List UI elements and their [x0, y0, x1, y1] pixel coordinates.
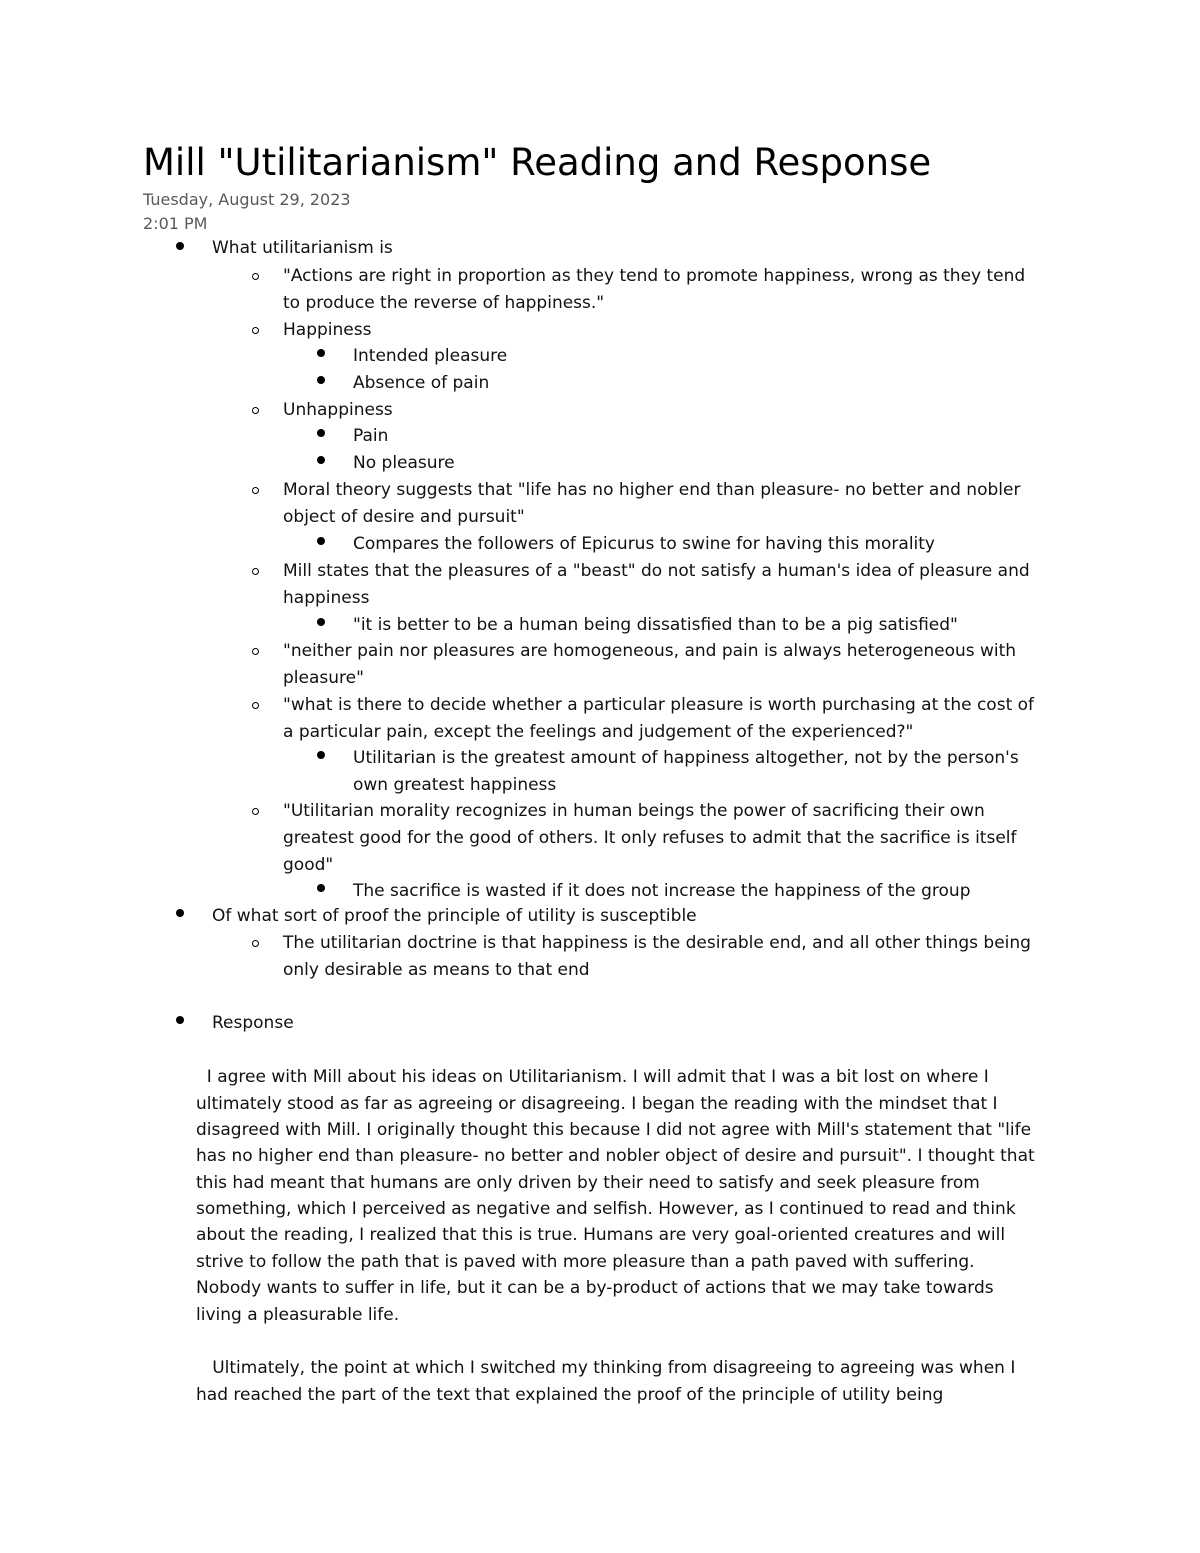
- bullet-dot-icon: [176, 242, 184, 250]
- response-p1-line5: this had meant that humans are only driven by their need to satisfy and seek pleasure from: [196, 1173, 980, 1193]
- bullet-circle-icon: [252, 808, 259, 815]
- outline-item-greatest-amount-line2: own greatest happiness: [353, 775, 557, 795]
- response-p2-line1: Ultimately, the point at which I switched my thinking from disagreeing to agreeing was when I: [196, 1358, 1016, 1378]
- outline-item-intended-pleasure: Intended pleasure: [353, 346, 508, 366]
- outline-item-doctrine-line1: The utilitarian doctrine is that happiness is the desirable end, and all other things being: [283, 933, 1031, 953]
- outline-item-response: Response: [212, 1013, 294, 1033]
- outline-item-quote1-line2: to produce the reverse of happiness.": [283, 293, 605, 313]
- response-p2-line2: had reached the part of the text that explained the proof of the principle of utility being: [196, 1385, 944, 1405]
- response-p1-line6: something, which I perceived as negative and selfish. However, as I continued to read and think: [196, 1199, 1016, 1219]
- response-p1-line4: has no higher end than pleasure- no better and nobler object of desire and pursuit". I thought that: [196, 1146, 1035, 1166]
- response-p1-line10: living a pleasurable life.: [196, 1305, 400, 1325]
- outline-item-proof: Of what sort of proof the principle of utility is susceptible: [212, 906, 697, 926]
- bullet-dot-icon: [317, 751, 325, 759]
- bullet-dot-icon: [317, 618, 325, 626]
- outline-item-morality-line2: greatest good for the good of others. It only refuses to admit that the sacrifice is itself: [283, 828, 1017, 848]
- outline-item-unhappiness: Unhappiness: [283, 400, 393, 420]
- bullet-dot-icon: [317, 456, 325, 464]
- outline-item-what-is: What utilitarianism is: [212, 238, 393, 258]
- bullet-dot-icon: [176, 909, 184, 917]
- outline-item-quote1-line1: "Actions are right in proportion as they tend to promote happiness, wrong as they tend: [283, 266, 1026, 286]
- response-p1-line7: about the reading, I realized that this is true. Humans are very goal-oriented creatures and will: [196, 1225, 1006, 1245]
- bullet-circle-icon: [252, 407, 259, 414]
- response-p1-line9: Nobody wants to suffer in life, but it can be a by-product of actions that we may take towards: [196, 1278, 994, 1298]
- outline-item-neither-line1: "neither pain nor pleasures are homogeneous, and pain is always heterogeneous with: [283, 641, 1017, 661]
- page-time: 2:01 PM: [143, 214, 208, 233]
- bullet-circle-icon: [252, 273, 259, 280]
- response-p1-line8: strive to follow the path that is paved with more pleasure than a path paved with suffering.: [196, 1252, 975, 1272]
- bullet-dot-icon: [176, 1016, 184, 1024]
- page-date: Tuesday, August 29, 2023: [143, 190, 351, 209]
- outline-item-neither-line2: pleasure": [283, 668, 364, 688]
- outline-item-no-pleasure: No pleasure: [353, 453, 455, 473]
- outline-item-beast-line1: Mill states that the pleasures of a "beast" do not satisfy a human's idea of pleasure and: [283, 561, 1030, 581]
- outline-item-moral-theory-line1: Moral theory suggests that "life has no higher end than pleasure- no better and nobler: [283, 480, 1021, 500]
- response-p1-line3: disagreed with Mill. I originally thought this because I did not agree with Mill's statement that "life: [196, 1120, 1032, 1140]
- bullet-dot-icon: [317, 349, 325, 357]
- outline-item-decide-line2: a particular pain, except the feelings and judgement of the experienced?": [283, 722, 914, 742]
- outline-item-pig-satisfied: "it is better to be a human being dissatisfied than to be a pig satisfied": [353, 615, 958, 635]
- outline-item-morality-line3: good": [283, 855, 334, 875]
- outline-item-decide-line1: "what is there to decide whether a particular pleasure is worth purchasing at the cost of: [283, 695, 1035, 715]
- bullet-circle-icon: [252, 487, 259, 494]
- bullet-dot-icon: [317, 376, 325, 384]
- bullet-circle-icon: [252, 327, 259, 334]
- outline-item-morality-line1: "Utilitarian morality recognizes in human beings the power of sacrificing their own: [283, 801, 985, 821]
- bullet-circle-icon: [252, 940, 259, 947]
- outline-item-beast-line2: happiness: [283, 588, 370, 608]
- outline-item-doctrine-line2: only desirable as means to that end: [283, 960, 590, 980]
- outline-item-absence-of-pain: Absence of pain: [353, 373, 490, 393]
- outline-item-sacrifice-wasted: The sacrifice is wasted if it does not increase the happiness of the group: [353, 881, 971, 901]
- bullet-circle-icon: [252, 648, 259, 655]
- bullet-dot-icon: [317, 429, 325, 437]
- bullet-circle-icon: [252, 702, 259, 709]
- response-p1-line1: I agree with Mill about his ideas on Utilitarianism. I will admit that I was a bit lost on where I: [196, 1067, 989, 1087]
- bullet-circle-icon: [252, 568, 259, 575]
- bullet-dot-icon: [317, 537, 325, 545]
- bullet-dot-icon: [317, 884, 325, 892]
- outline-item-moral-theory-line2: object of desire and pursuit": [283, 507, 525, 527]
- outline-item-pain: Pain: [353, 426, 389, 446]
- outline-item-happiness: Happiness: [283, 320, 372, 340]
- response-p1-line2: ultimately stood as far as agreeing or disagreeing. I began the reading with the mindset that I: [196, 1094, 998, 1114]
- outline-item-epicurus: Compares the followers of Epicurus to swine for having this morality: [353, 534, 935, 554]
- outline-item-greatest-amount-line1: Utilitarian is the greatest amount of happiness altogether, not by the person's: [353, 748, 1019, 768]
- page-title: Mill "Utilitarianism" Reading and Response: [143, 141, 932, 184]
